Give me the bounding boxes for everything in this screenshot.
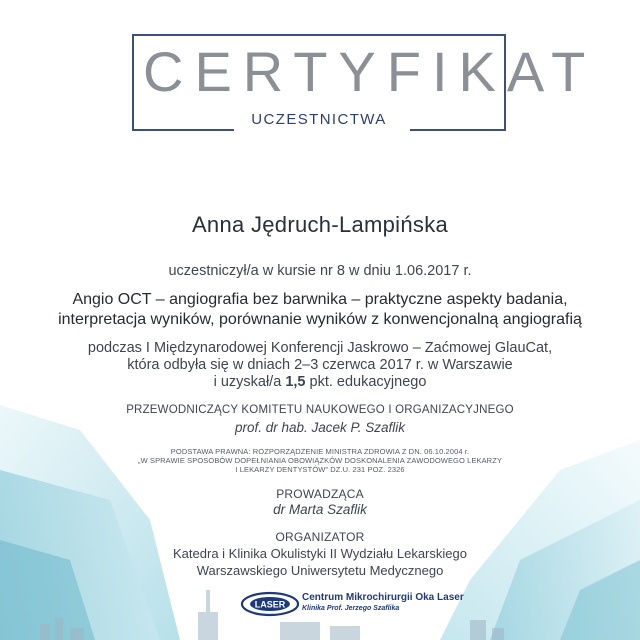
laser-clinic-logo: [240, 590, 464, 620]
legal-basis-line-1: PODSTAWA PRAWNA: ROZPORZĄDZENIE MINISTRA ZDROWIA Z DN. 06.10.2004 r.: [170, 447, 470, 456]
event-line-2: która odbyła się w dniach 2–3 czerwca 2017 r. w Warszawie: [127, 357, 513, 373]
certificate-title: CERTYFIKAT: [143, 40, 597, 103]
participation-line: uczestniczył/a w kursie nr 8 w dniu 1.06.2017 r.: [168, 263, 472, 279]
points-line: [0, 373, 640, 391]
points-prefix: i uzyskał/a: [213, 374, 282, 390]
host-name: dr Marta Szaflik: [273, 502, 367, 517]
course-title-line-1: Angio OCT – angiografia bez barwnika – praktyczne aspekty badania,: [72, 291, 568, 308]
organizer-line-1: Katedra i Klinika Okulistyki II Wydziału Lekarskiego: [173, 546, 467, 561]
certificate-subtitle: UCZESTNICTWA: [251, 111, 387, 128]
recipient-name: Anna Jędruch-Lampińska: [191, 212, 449, 237]
event-line-1: podczas I Międzynarodowej Konferencji Jaskrowo – Zaćmowej GlauCat,: [87, 340, 553, 356]
logo-mark-text: LASER: [254, 599, 286, 610]
logo-subtitle: Klinika Prof. Jerzego Szaflika: [302, 605, 400, 612]
points-value: 1,5: [285, 374, 306, 390]
host-role: PROWADZĄCA: [276, 487, 364, 501]
points-suffix: pkt. edukacyjnego: [309, 374, 427, 390]
logo-name: Centrum Mikrochirurgii Oka Laser: [302, 592, 464, 603]
course-title-line-2: interpretacja wyników, porównanie wyników z konwencjonalną angiografią: [58, 311, 582, 328]
chairman-role: PRZEWODNICZĄCY KOMITETU NAUKOWEGO I ORGANIZACYJNEGO: [126, 404, 514, 416]
legal-basis-line-2: „W SPRAWIE SPOSOBÓW DOPEŁNIANIA OBOWIĄZKÓW DOSKONALENIA ZAWODOWEGO LEKARZY: [138, 456, 502, 465]
organizer-line-2: Warszawskiego Uniwersytetu Medycznego: [196, 563, 444, 578]
eye-logo-icon: [240, 590, 300, 618]
legal-basis-line-3: I LEKARZY DENTYSTÓW” DZ.U. 231 POZ. 2326: [235, 465, 405, 474]
organizer-role: ORGANIZATOR: [275, 530, 365, 544]
chairman-name: prof. dr hab. Jacek P. Szaflik: [234, 420, 406, 435]
